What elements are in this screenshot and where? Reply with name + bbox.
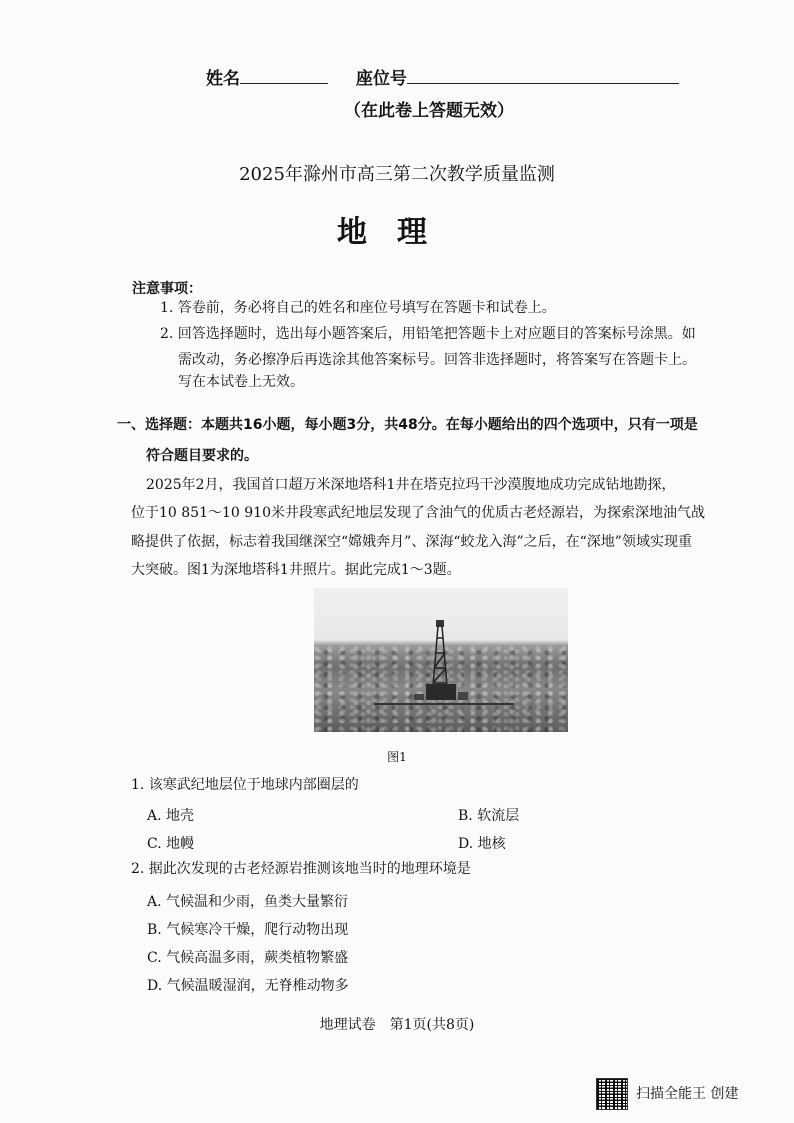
question-stem: 1. 该寒武纪地层位于地球内部圈层的 [131,777,359,793]
derrick-icon [314,588,568,732]
passage-line: 略提供了依据，标志着我国继深空“嫦娥奔月”、深海“蛟龙入海”之后，在“深地”领域实现重 [131,534,692,550]
notice-heading: 注意事项： [132,281,202,297]
figure-caption: 图1 [387,750,407,764]
notice-item: 需改动，务必擦净后再选涂其他答案标号。回答非选择题时，将答案写在答题卡上。 [178,352,696,368]
qr-code-icon [596,1078,628,1110]
option-c[interactable]: C. 气候高温多雨，蕨类植物繁盛 [147,950,349,966]
option-d[interactable]: D. 气候温暖湿润，无脊椎动物多 [147,978,349,994]
option-d[interactable]: D. 地核 [458,836,506,852]
passage-line: 位于10 851～10 910米井段寒武纪地层发现了含油气的优质古老烃源岩，为探索深地油气战 [131,505,705,521]
scanner-watermark: 扫描全能王 创建 [636,1086,739,1102]
drilling-rig-photo [314,588,568,732]
header-line [206,64,679,89]
option-a[interactable]: A. 气候温和少雨，鱼类大量繁衍 [147,894,349,910]
name-field[interactable] [240,67,328,84]
notice-item: 2. 回答选择题时，选出每小题答案后，用铅笔把答题卡上对应题目的答案标号涂黑。如 [160,326,696,342]
subject-title: 地理 [337,215,457,250]
exam-title: 2025年滁州市高三第二次教学质量监测 [239,164,555,185]
invalid-note: （在此卷上答题无效） [344,101,514,121]
seat-field[interactable] [407,67,679,84]
question-stem: 2. 据此次发现的古老烃源岩推测该地当时的地理环境是 [131,861,471,877]
page-footer: 地理试卷 第1页(共8页) [319,1017,475,1033]
section-heading-cont: 符合题目要求的。 [146,448,258,464]
notice-item: 1. 答卷前，务必将自己的姓名和座位号填写在答题卡和试卷上。 [160,300,556,316]
option-b[interactable]: B. 气候寒冷干燥，爬行动物出现 [147,922,349,938]
option-c[interactable]: C. 地幔 [147,836,195,852]
option-a[interactable]: A. 地壳 [147,808,195,824]
option-b[interactable]: B. 软流层 [458,808,520,824]
notice-item: 写在本试卷上无效。 [178,374,304,390]
section-heading: 一、选择题：本题共16小题，每小题3分，共48分。在每小题给出的四个选项中，只有一项是 [117,417,698,433]
name-label: 姓名 [206,69,240,89]
seat-label: 座位号 [355,69,407,89]
passage-line: 大突破。图1为深地塔科1井照片。据此完成1～3题。 [131,562,461,578]
passage-line: 2025年2月，我国首口超万米深地塔科1井在塔克拉玛干沙漠腹地成功完成钻地勘探， [146,477,676,493]
